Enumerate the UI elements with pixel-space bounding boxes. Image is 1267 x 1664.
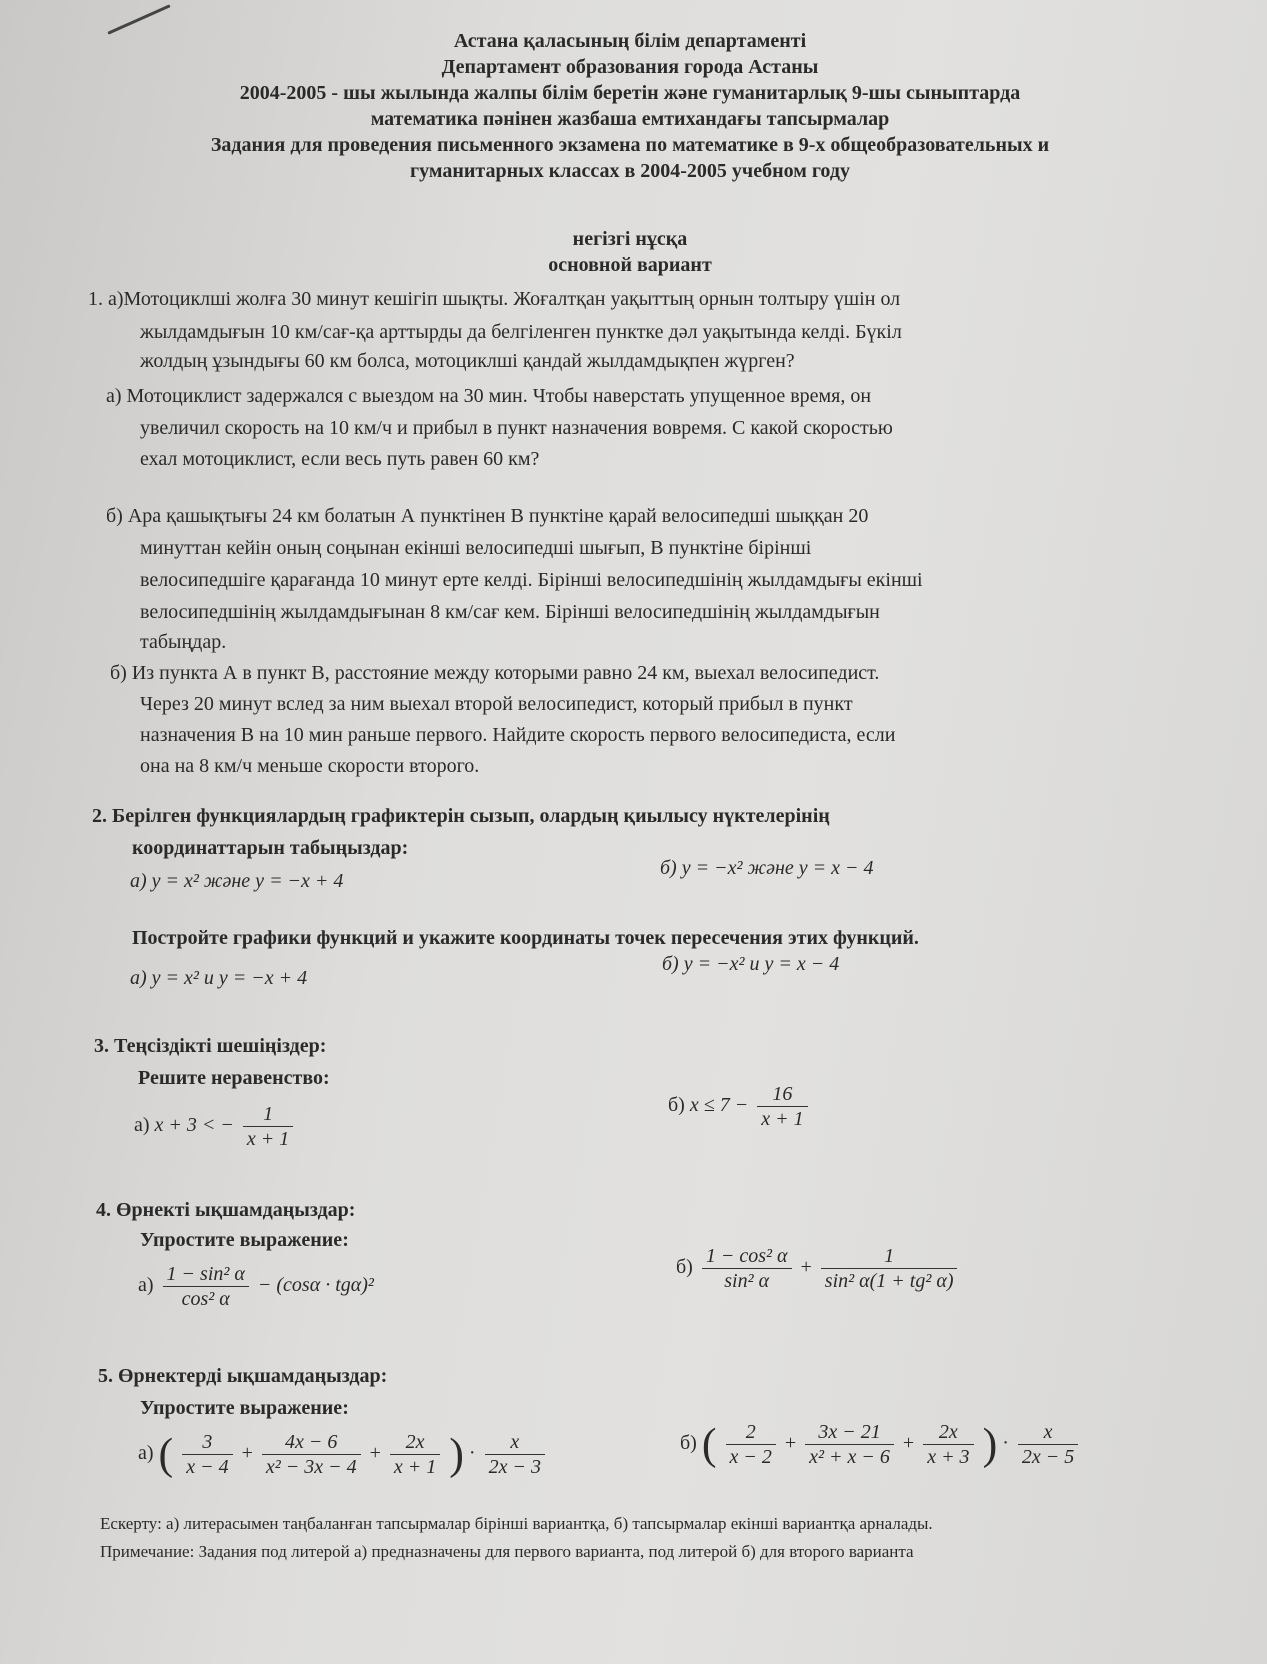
denominator: sin² α(1 + tg² α): [824, 1270, 954, 1292]
task2-heading: 2. Берілген функциялардың графиктерін сызып, олардың қиылысу нүктелерінің: [92, 805, 830, 827]
variant-ru: основной вариант: [548, 254, 712, 276]
fraction: [262, 1430, 361, 1479]
task5-heading-ru: Упростите выражение:: [140, 1397, 349, 1419]
task1-line: Через 20 минут вслед за ним выехал второй велосипедист, который прибыл в пункт: [140, 693, 853, 715]
fraction: [726, 1420, 776, 1469]
task3-heading-ru: Решите неравенство:: [138, 1067, 330, 1089]
header-line: гуманитарных классах в 2004-2005 учебном году: [410, 160, 850, 182]
numerator: 16: [757, 1082, 807, 1107]
dot-sign: ·: [468, 1442, 476, 1465]
task1-line: табыңдар.: [140, 631, 227, 653]
denominator: x + 3: [927, 1446, 970, 1468]
task2-formula: а) y = x² және y = −x + 4: [130, 870, 344, 892]
fraction: [757, 1082, 807, 1131]
task1-line: б) Из пункта А в пункт В, расстояние между которыми равно 24 км, выехал велосипедист.: [110, 662, 880, 684]
label: б): [676, 1256, 693, 1279]
paren: ): [982, 1419, 998, 1469]
task1-line: а) Мотоциклист задержался с выездом на 30 мин. Чтобы наверстать упущенное время, он: [106, 385, 872, 407]
plus-sign: +: [369, 1442, 381, 1465]
task1-line: она на 8 км/ч меньше скорости второго.: [140, 755, 480, 777]
task2-formula: б) y = −x² и y = x − 4: [662, 953, 840, 975]
paren: (: [701, 1419, 717, 1469]
fraction: [243, 1102, 293, 1151]
label: а): [138, 1442, 154, 1465]
footer-note-kz: Ескерту: а) литерасымен таңбаланған тапсырмалар бірінші вариантқа, б) тапсырмалар екінші вариантқа арналады.: [100, 1514, 933, 1533]
task2-formula: б) y = −x² және y = x − 4: [660, 857, 874, 879]
paren: ): [449, 1429, 464, 1479]
task5-heading: 5. Өрнектерді ықшамдаңыздар:: [98, 1365, 388, 1387]
fraction: [485, 1430, 545, 1479]
task4-heading-ru: Упростите выражение:: [140, 1229, 349, 1251]
dot-sign: ·: [1002, 1432, 1009, 1455]
task1-line: велосипедшіге қарағанда 10 минут ерте келді. Бірінші велосипедшінің жылдамдығы екінші: [140, 569, 923, 591]
denominator: x − 2: [729, 1446, 772, 1468]
header-line: Департамент образования города Астаны: [441, 56, 819, 78]
footer-note-ru: Примечание: Задания под литерой а) предназначены для первого варианта, под литерой б) для второго варианта: [100, 1542, 914, 1561]
numerator: x: [485, 1430, 545, 1455]
task5-b: [680, 1420, 1082, 1469]
denominator: 2x − 3: [488, 1456, 541, 1478]
denominator: 2x − 5: [1021, 1446, 1075, 1468]
task1-line: ехал мотоциклист, если весь путь равен 60 км?: [140, 448, 540, 470]
task1-line: минуттан кейін оның соңынан екінші велосипедші шығып, В пунктіне бірінші: [140, 537, 812, 559]
task4-b: [676, 1244, 961, 1293]
variant-kz: негізгі нұсқа: [572, 228, 688, 250]
task1-line: 1. а)Мотоциклші жолға 30 минут кешігіп шықты. Жоғалтқан уақыттың орнын толтыру үшін ол: [88, 288, 901, 310]
numerator: 2x: [390, 1430, 440, 1455]
fraction: [805, 1420, 894, 1469]
task3-b: [668, 1082, 812, 1131]
header-line: математика пәнінен жазбаша емтихандағы тапсырмалар: [370, 108, 890, 130]
task2-heading-ru: Постройте графики функций и укажите координаты точек пересечения этих функций.: [132, 927, 919, 949]
denominator: cos² α: [181, 1288, 230, 1310]
numerator: 1: [243, 1102, 293, 1127]
header-line: 2004-2005 - шы жылында жалпы білім беретін және гуманитарлық 9-шы сыныптарда: [239, 82, 1021, 104]
label: б): [668, 1094, 685, 1117]
task2-heading: координаттарын табыңыздар:: [132, 837, 409, 859]
task4-a: [138, 1262, 374, 1311]
numerator: 2x: [923, 1420, 973, 1445]
fraction: [182, 1430, 232, 1479]
denominator: x + 1: [393, 1456, 437, 1478]
task4-heading: 4. Өрнекті ықшамдаңыздар:: [96, 1199, 356, 1221]
fraction: [163, 1262, 249, 1311]
formula: x + 3 < −: [154, 1114, 234, 1137]
label: а): [138, 1274, 154, 1297]
numerator: x: [1018, 1420, 1078, 1445]
numerator: 1: [821, 1244, 958, 1269]
task1-line: велосипедшінің жылдамдығынан 8 км/сағ кем. Бірінші велосипедшінің жылдамдығын: [140, 601, 880, 623]
fraction: [821, 1244, 958, 1293]
paren: (: [158, 1429, 174, 1479]
formula: x ≤ 7 −: [689, 1094, 749, 1117]
fraction: [923, 1420, 973, 1469]
plus-sign: +: [800, 1256, 812, 1279]
task1-line: жылдамдығын 10 км/сағ-қа арттырды да белгіленген пунктке дәл уақытында келді. Бүкіл: [140, 321, 902, 343]
fraction: [702, 1244, 792, 1293]
fraction: [390, 1430, 440, 1479]
numerator: 2: [726, 1420, 776, 1445]
denominator: x² − 3x − 4: [265, 1456, 357, 1478]
denominator: x + 1: [761, 1108, 804, 1130]
task2-formula: а) y = x² и y = −x + 4: [130, 967, 308, 989]
numerator: 1 − cos² α: [702, 1244, 792, 1269]
task3-a: [134, 1102, 297, 1151]
header-line: Задания для проведения письменного экзамена по математике в 9-х общеобразовательных и: [210, 134, 1050, 156]
numerator: 4x − 6: [262, 1430, 361, 1455]
task3-heading: 3. Теңсіздікті шешіңіздер:: [94, 1035, 327, 1057]
plus-sign: +: [241, 1442, 253, 1465]
numerator: 3x − 21: [805, 1420, 894, 1445]
formula: − (cosα · tgα)²: [257, 1274, 374, 1297]
plus-sign: +: [784, 1432, 797, 1455]
task1-line: б) Ара қашықтығы 24 км болатын А пунктінен В пунктіне қарай велосипедші шыққан 20: [106, 505, 869, 527]
header: [40, 28, 1220, 184]
task5-a: [138, 1430, 549, 1479]
numerator: 1 − sin² α: [163, 1262, 249, 1287]
variant-title: [40, 226, 1220, 278]
numerator: 3: [182, 1430, 232, 1455]
task1-line: жолдың ұзындығы 60 км болса, мотоциклші қандай жылдамдықпен жүрген?: [140, 350, 795, 372]
denominator: x − 4: [186, 1456, 229, 1478]
header-line: Астана қаласының білім департаменті: [453, 30, 807, 52]
fraction: [1018, 1420, 1078, 1469]
plus-sign: +: [902, 1432, 915, 1455]
denominator: x² + x − 6: [809, 1446, 890, 1468]
task1-line: назначения В на 10 мин раньше первого. Найдите скорость первого велосипедиста, если: [140, 724, 896, 746]
denominator: sin² α: [724, 1270, 770, 1292]
label: б): [680, 1432, 697, 1455]
denominator: x + 1: [246, 1128, 290, 1150]
label: а): [134, 1114, 150, 1137]
task1-line: увеличил скорость на 10 км/ч и прибыл в пункт назначения вовремя. С какой скоростью: [140, 417, 893, 439]
